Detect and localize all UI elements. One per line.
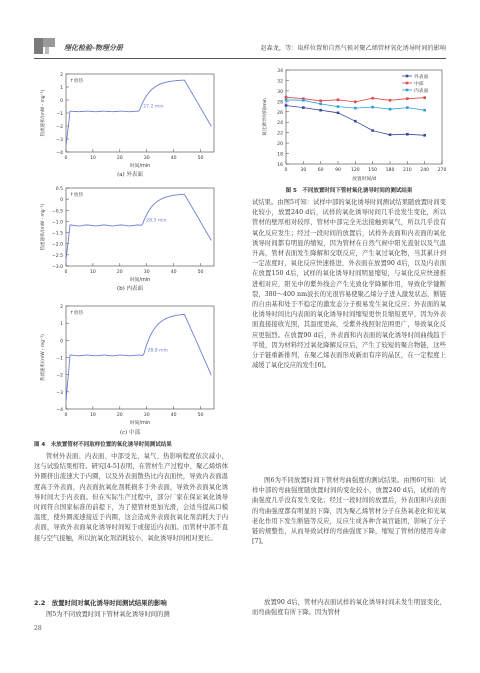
y-tick-label: 1	[60, 86, 63, 91]
right-paragraph-2: 图6为不同放置时间下管材弯曲强度的测试结果。由图6可知：试样中部的弯曲强度随放置时间的变化较小，放置240 d后，试样的弯曲强度几乎没有发生变化；经过一段时间的放置后，外表面和内表面的弯曲强度都有明显的下降，因为聚乙烯管材分子在热氧老化和光氧老化作用下发生断链等反应，反应生成各种含氧官能团，影响了分子链的规整性，从而导致试样的弯曲强度下降，缩短了管材的使用寿命[7]。	[252, 477, 446, 546]
y-tick-label: 16	[277, 163, 283, 168]
y-tick-label: 2	[60, 73, 63, 78]
y-tick-label: −3	[56, 138, 63, 143]
x-tick-label: 90	[335, 168, 341, 173]
data-point	[337, 98, 340, 101]
data-point	[285, 96, 288, 99]
y-tick-label: 2	[60, 305, 63, 310]
x-tick-label: 240	[420, 168, 430, 173]
x-tick-label: 50	[197, 270, 204, 275]
data-point	[371, 129, 374, 132]
x-tick-label: 0	[64, 413, 68, 418]
fig4-sublabel-a: (a) 外表面	[117, 172, 143, 178]
fig4-panel-a	[34, 68, 226, 168]
dsc-curve	[66, 80, 211, 146]
x-tick-label: 20	[116, 270, 123, 275]
x-axis-label: 时间/min	[129, 164, 151, 168]
exotherm-marker: ↑放热	[70, 193, 84, 198]
y-tick-label: −1	[56, 356, 63, 362]
y-tick-label: −2	[56, 125, 63, 130]
x-tick-label: 10	[89, 270, 96, 275]
y-tick-label: 26	[277, 110, 283, 116]
x-tick-label: 20	[116, 413, 123, 418]
x-tick-label: 30	[300, 168, 307, 173]
journal-title: 理化检验-物理分册	[64, 44, 123, 52]
left-paragraph-2: 图5为不同放置时间下管材氧化诱导时间的测	[46, 611, 170, 618]
fig4-panel-b	[34, 182, 226, 282]
x-axis-label: 时间/min	[129, 421, 151, 425]
section-heading-2-2: 2.2 放置时间对氧化诱导时间测试结果的影响	[34, 599, 167, 607]
y-tick-label: 1	[60, 322, 63, 328]
plot-frame	[66, 188, 214, 266]
x-tick-label: 210	[402, 168, 412, 173]
data-point	[319, 100, 322, 103]
right-paragraph-3: 放置90 d后，管材内表面试样的氧化诱导时间未发生明显变化，而弯曲强度有所下降。因为管材	[252, 599, 446, 617]
x-tick-label: 0	[64, 156, 68, 161]
x-tick-label: 50	[197, 413, 204, 418]
data-point	[319, 103, 322, 106]
x-tick-label: 50	[197, 156, 204, 161]
data-point	[389, 108, 392, 111]
journal-logo-icon	[34, 36, 60, 56]
legend-label: 外表面	[414, 74, 429, 80]
y-tick-label: 28	[277, 100, 283, 106]
dsc-curve	[66, 194, 211, 260]
fig4-caption: 图 4 未放置管材不同取样位置的氧化诱导时间测试结果	[34, 442, 172, 448]
y-tick-label: 32	[277, 79, 283, 85]
data-point	[285, 104, 288, 107]
x-tick-label: 150	[368, 168, 378, 173]
x-tick-label: 180	[385, 168, 395, 173]
page-number: 28	[34, 625, 42, 632]
data-point	[337, 105, 340, 108]
fig5-chart	[248, 66, 448, 182]
legend-marker	[406, 89, 409, 92]
y-tick-label: 0	[60, 99, 63, 104]
data-point	[371, 97, 374, 100]
y-axis-label: 热流速率/(mW・mg⁻¹)	[41, 203, 46, 251]
fig4-sublabel-b: (b) 内表面	[116, 286, 144, 292]
y-tick-label: 0.5	[55, 187, 63, 192]
y-tick-label: −1.0	[51, 220, 63, 226]
y-axis-label: 热流速率/(mW・mg⁻¹)	[41, 89, 46, 137]
data-point	[389, 99, 392, 102]
x-tick-label: 30	[143, 413, 150, 418]
legend-label: 内表面	[414, 88, 429, 94]
y-tick-label: −4	[56, 408, 63, 413]
dsc-curve	[66, 314, 211, 400]
y-tick-label: 22	[277, 131, 283, 137]
fig5-caption: 图 5 不同放置时间下管材氧化诱导时间的测试结果	[285, 188, 413, 194]
y-tick-label: 18	[277, 152, 283, 158]
legend-label: 中部	[414, 81, 424, 87]
oit-annotation: 28.8 min	[147, 348, 168, 354]
x-tick-label: 40	[170, 270, 177, 275]
x-tick-label: 30	[143, 270, 150, 275]
y-axis-label: 氧化诱导时间/min	[263, 98, 268, 136]
x-tick-label: 60	[317, 168, 324, 173]
data-point	[406, 97, 409, 100]
y-tick-label: −2.0	[51, 242, 63, 248]
x-tick-label: 10	[89, 413, 96, 418]
y-tick-label: 24	[277, 121, 283, 127]
y-tick-label: 0	[60, 198, 63, 204]
x-tick-label: 20	[116, 156, 123, 161]
running-head: 赵森龙，等：取样位置和自然气候对聚乙烯管材氧化诱导时间的影响	[260, 45, 446, 52]
x-tick-label: 0	[284, 168, 288, 173]
page-header	[34, 36, 446, 59]
y-axis-label: 热流速率/(mW・mg⁻¹)	[41, 334, 46, 381]
exotherm-marker: ↑放热	[70, 79, 84, 84]
fig4-panel-c	[34, 300, 226, 425]
data-point	[423, 96, 426, 99]
x-tick-label: 270	[437, 168, 447, 173]
exotherm-marker: ↑放热	[70, 311, 84, 316]
data-point	[319, 109, 322, 112]
legend-marker	[406, 75, 409, 78]
fig4-sublabel-c: (c) 中部	[119, 430, 141, 436]
x-tick-label: 40	[170, 413, 177, 418]
data-point	[337, 112, 340, 115]
left-paragraph-1: 管材外表面、内表面、中部受光、氧气、热影响程度依次减小，这与试验结果相符。研究[4-5]表明，在管材生产过程中，聚乙烯熔体外圈挤出流速大于内圈，以及外表面散热比内表面快，导致内表面温度高于外表面，内表面抗氧化剂耗损多于外表面，导致外表面氧化诱导时间大于内表面。但在实际生产过程中，部分厂家在保证氧化诱导时间符合国家标准的前提下，为了使管材更加光滑，会适当提高口模温度，使外圈流速接近于内圈，这会造成外表面抗氧化剂消耗大于内表面，导致外表面氧化诱导时间短于或接近内表面。而管材中部不直接与空气接触，所以抗氧化剂消耗较小，氧化诱导时间相对更长。	[34, 453, 228, 542]
data-point	[423, 109, 426, 112]
x-axis-label: 放置时间/d	[352, 177, 376, 182]
x-axis-label: 时间/min	[129, 278, 151, 282]
plot-frame	[66, 74, 214, 152]
y-tick-label: −2	[56, 373, 63, 379]
y-tick-label: −2.5	[51, 253, 63, 259]
y-tick-label: −3.0	[51, 265, 63, 270]
y-tick-label: 0	[60, 339, 63, 345]
data-point	[354, 107, 357, 110]
x-tick-label: 0	[64, 270, 68, 275]
right-paragraph-1: 试结果。由图5可知：试样中部的氧化诱导时间测试结果随放置时间变化较小，放置240 d后，试样的氧化诱导时间几乎没发生变化，所以管材的壁厚相对较厚，管材中部完全无法接触到氧气，所以几乎没有氧化反应发生；经过一段时间的放置后，试样外表面和内表面的氧化诱导时间都有明显的缩短，因为管材在自然气候中阳光直射以及气温升高，管材表面发生降解和交联反应，产生氧过氧化物，当其累计到一定浓度时，氧化反应快速推进，外表面在放置90 d后，以及内表面在放置150 d后，试样的氧化诱导时间明显缩短，与氧化反应快速推进相对应，阳光中的紫外线会产生光致化学降解作用，导致化学键断裂，380～400 nm波长的光很容易使聚乙烯分子进入激发状态，断链的自由基和处于不稳定的激发态分子极易发生氧化反应；外表面的氧化诱导时间比内表面的氧化诱导时间缩短更快且缩短更早，因为外表面直接接收光照，其温度更高，受紫外线照射范围更广，导致氧化反应更强烈。在放置90 d后，外表面和内表面的氧化诱导时间曲线趋于平缓，因为材料经过氧化降解反应后，产生了较短的聚合物链，这些分子链重新排列，在聚乙烯表面形成新而有序的晶区，在一定程度上减缓了氧化反应的发生[6]。	[252, 199, 446, 370]
y-tick-label: −4	[56, 151, 63, 156]
data-point	[406, 133, 409, 136]
y-tick-label: −1	[56, 112, 63, 117]
y-tick-label: 34	[277, 69, 283, 74]
data-point	[285, 98, 288, 101]
data-point	[406, 106, 409, 109]
x-tick-label: 120	[350, 168, 360, 173]
data-point	[302, 106, 305, 109]
data-point	[423, 134, 426, 137]
x-tick-label: 40	[170, 156, 177, 161]
data-point	[389, 133, 392, 136]
oit-annotation: 27.2 min	[143, 104, 164, 110]
y-tick-label: −1.5	[51, 231, 63, 237]
y-tick-label: 30	[277, 89, 283, 95]
legend-marker	[406, 82, 409, 85]
x-tick-label: 10	[89, 156, 96, 161]
y-tick-label: −0.5	[51, 209, 63, 215]
data-point	[371, 106, 374, 109]
data-point	[354, 101, 357, 104]
y-tick-label: −3	[56, 390, 63, 396]
plot-frame	[66, 306, 214, 409]
data-point	[302, 99, 305, 102]
data-point	[354, 120, 357, 123]
oit-annotation: 28.3 min	[146, 218, 167, 224]
x-tick-label: 30	[143, 156, 150, 161]
y-tick-label: 20	[277, 142, 283, 148]
